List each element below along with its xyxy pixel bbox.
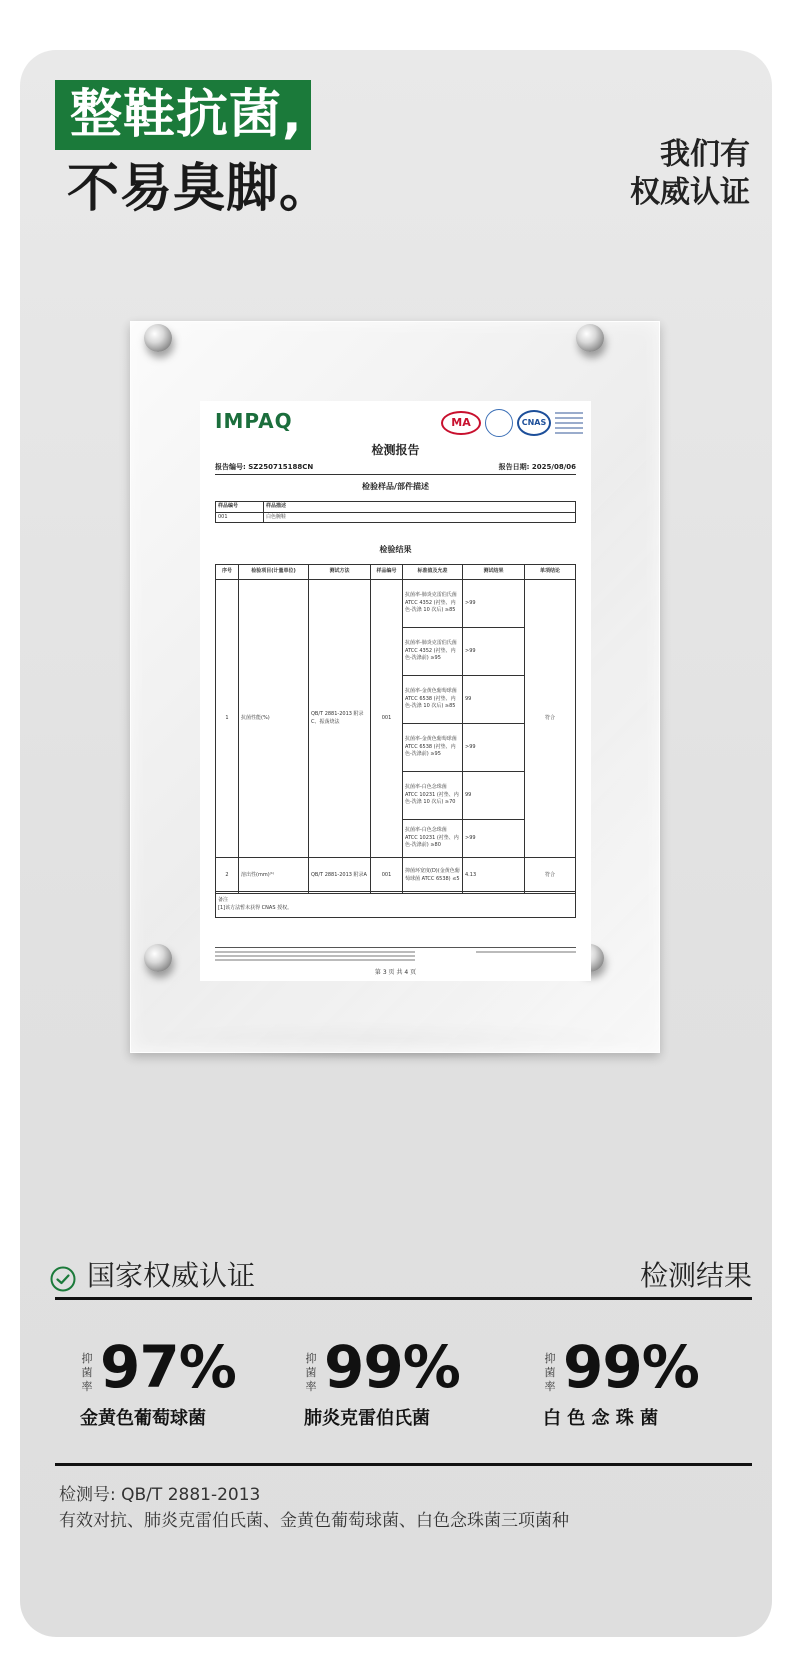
standard-value: 抗菌率-白色念珠菌 ATCC 10231 (衬垫、内色-洗涤前) ≥80 xyxy=(403,820,463,858)
page-number: 第 3 页 共 4 页 xyxy=(374,969,417,976)
result-header: 标准值及允差 xyxy=(403,565,463,580)
result-header: 单项结论 xyxy=(525,565,576,580)
sample-section-title: 检验样品/部件描述 xyxy=(362,482,429,491)
report-number: 报告编号: SZ250715188CN xyxy=(215,463,314,471)
standard-description: 有效对抗、肺炎克雷伯氏菌、金黄色葡萄球菌、白色念珠菌三项菌种 xyxy=(59,1511,569,1531)
stat-value: 99% xyxy=(563,1333,699,1401)
sample-desc: 白色腕鞋 xyxy=(264,512,576,523)
poster-card xyxy=(20,50,772,1637)
certification-note-line-2: 权威认证 xyxy=(630,175,750,210)
test-method: QB/T 2881-2013 附录A xyxy=(309,858,371,894)
test-result: >99 xyxy=(463,820,525,858)
test-item: 溶出性(mm)⁽¹⁾ xyxy=(239,858,309,894)
headline-line-1: 整鞋抗菌, xyxy=(70,85,303,145)
stat-prefix: 抑菌率 xyxy=(544,1352,556,1393)
result-section-title: 检验结果 xyxy=(379,545,412,554)
test-report-page xyxy=(200,401,591,981)
stat-prefix: 抑菌率 xyxy=(305,1352,317,1393)
ilac-seal-icon xyxy=(485,409,513,437)
sample-number: 001 xyxy=(371,580,403,858)
remarks-table xyxy=(215,891,576,918)
bolt-icon xyxy=(144,324,172,352)
stat-value: 97% xyxy=(100,1333,236,1401)
result-header: 检验项目(计量单位) xyxy=(239,565,309,580)
conclusion: 符合 xyxy=(525,858,576,894)
test-result: 99 xyxy=(463,676,525,724)
result-header: 样品编号 xyxy=(371,565,403,580)
certification-note xyxy=(630,136,750,212)
check-circle-icon xyxy=(50,1266,76,1292)
footer-divider xyxy=(215,947,576,948)
remarks xyxy=(216,892,576,918)
impaq-logo: IMPAQ xyxy=(215,409,293,433)
standard-value: 抗菌率-金黄色葡萄球菌 ATCC 6538 (衬垫、内色-洗涤前) ≥95 xyxy=(403,724,463,772)
result-header: 测试方法 xyxy=(309,565,371,580)
remarks-title: 备注 xyxy=(218,897,229,903)
cnas-seal-icon: CNAS xyxy=(517,410,551,436)
seal-caption-icon xyxy=(555,409,583,437)
divider xyxy=(55,1463,752,1466)
standard-value: 抑菌环宽度(D)(金黄色葡萄球菌 ATCC 6538) ≤5 xyxy=(403,858,463,894)
standard-value: 抗菌率-肺炎克雷伯氏菌 ATCC 4352 (衬垫、内色-洗涤 10 次后) ≥85 xyxy=(403,580,463,628)
test-method: QB/T 2881-2013 附录C、振荡烧法 xyxy=(309,580,371,858)
test-result: >99 xyxy=(463,628,525,676)
test-result: >99 xyxy=(463,724,525,772)
sample-id: 001 xyxy=(216,512,264,523)
lab-address-lines xyxy=(215,949,415,963)
result-header: 序号 xyxy=(216,565,239,580)
lab-contact-line xyxy=(476,949,576,955)
report-meta xyxy=(215,462,576,475)
stat-prefix: 抑菌率 xyxy=(81,1352,93,1393)
result-table xyxy=(215,564,576,894)
sample-number: 001 xyxy=(371,858,403,894)
remarks-text: [1]该方法暂未获得 CNAS 授权。 xyxy=(218,904,293,911)
certification-note-line-1: 我们有 xyxy=(660,137,750,172)
authority-certification-label: 国家权威认证 xyxy=(87,1259,256,1292)
result-header: 测试结果 xyxy=(463,565,525,580)
standard-value: 抗菌率-金黄色葡萄球菌 ATCC 6538 (衬垫、内色-洗涤 10 次后) ≥85 xyxy=(403,676,463,724)
bolt-icon xyxy=(576,324,604,352)
test-result: >99 xyxy=(463,580,525,628)
sample-header-id: 样品编号 xyxy=(216,502,264,513)
headline-line-2: 不易臭脚。 xyxy=(67,159,333,219)
certification-seals xyxy=(441,409,583,437)
sample-header-desc: 样品描述 xyxy=(264,502,576,513)
row-number: 2 xyxy=(216,858,239,894)
conclusion: 符合 xyxy=(525,580,576,858)
standard-value: 抗菌率-肺炎克雷伯氏菌 ATCC 4352 (衬垫、内色-洗涤前) ≥95 xyxy=(403,628,463,676)
stat-value: 99% xyxy=(324,1333,460,1401)
divider xyxy=(55,1297,752,1300)
test-result: 99 xyxy=(463,772,525,820)
report-title: 检测报告 xyxy=(371,443,420,457)
test-result: 4.13 xyxy=(463,858,525,894)
standard-value: 抗菌率-白色念珠菌 ATCC 10231 (衬垫、内色-洗涤 10 次后) ≥70 xyxy=(403,772,463,820)
row-number: 1 xyxy=(216,580,239,858)
test-item: 抗菌性能(%) xyxy=(239,580,309,858)
bolt-icon xyxy=(144,944,172,972)
ma-seal-icon: MA xyxy=(441,411,481,435)
sample-table xyxy=(215,501,576,523)
stat-name: 肺炎克雷伯氏菌 xyxy=(304,1408,430,1429)
stat-name: 金黄色葡萄球菌 xyxy=(80,1408,206,1429)
report-date: 报告日期: 2025/08/06 xyxy=(498,463,576,471)
test-result-label: 检测结果 xyxy=(639,1259,752,1292)
stat-name: 白 色 念 珠 菌 xyxy=(543,1408,659,1429)
standard-number: 检测号: QB/T 2881-2013 xyxy=(59,1485,261,1505)
